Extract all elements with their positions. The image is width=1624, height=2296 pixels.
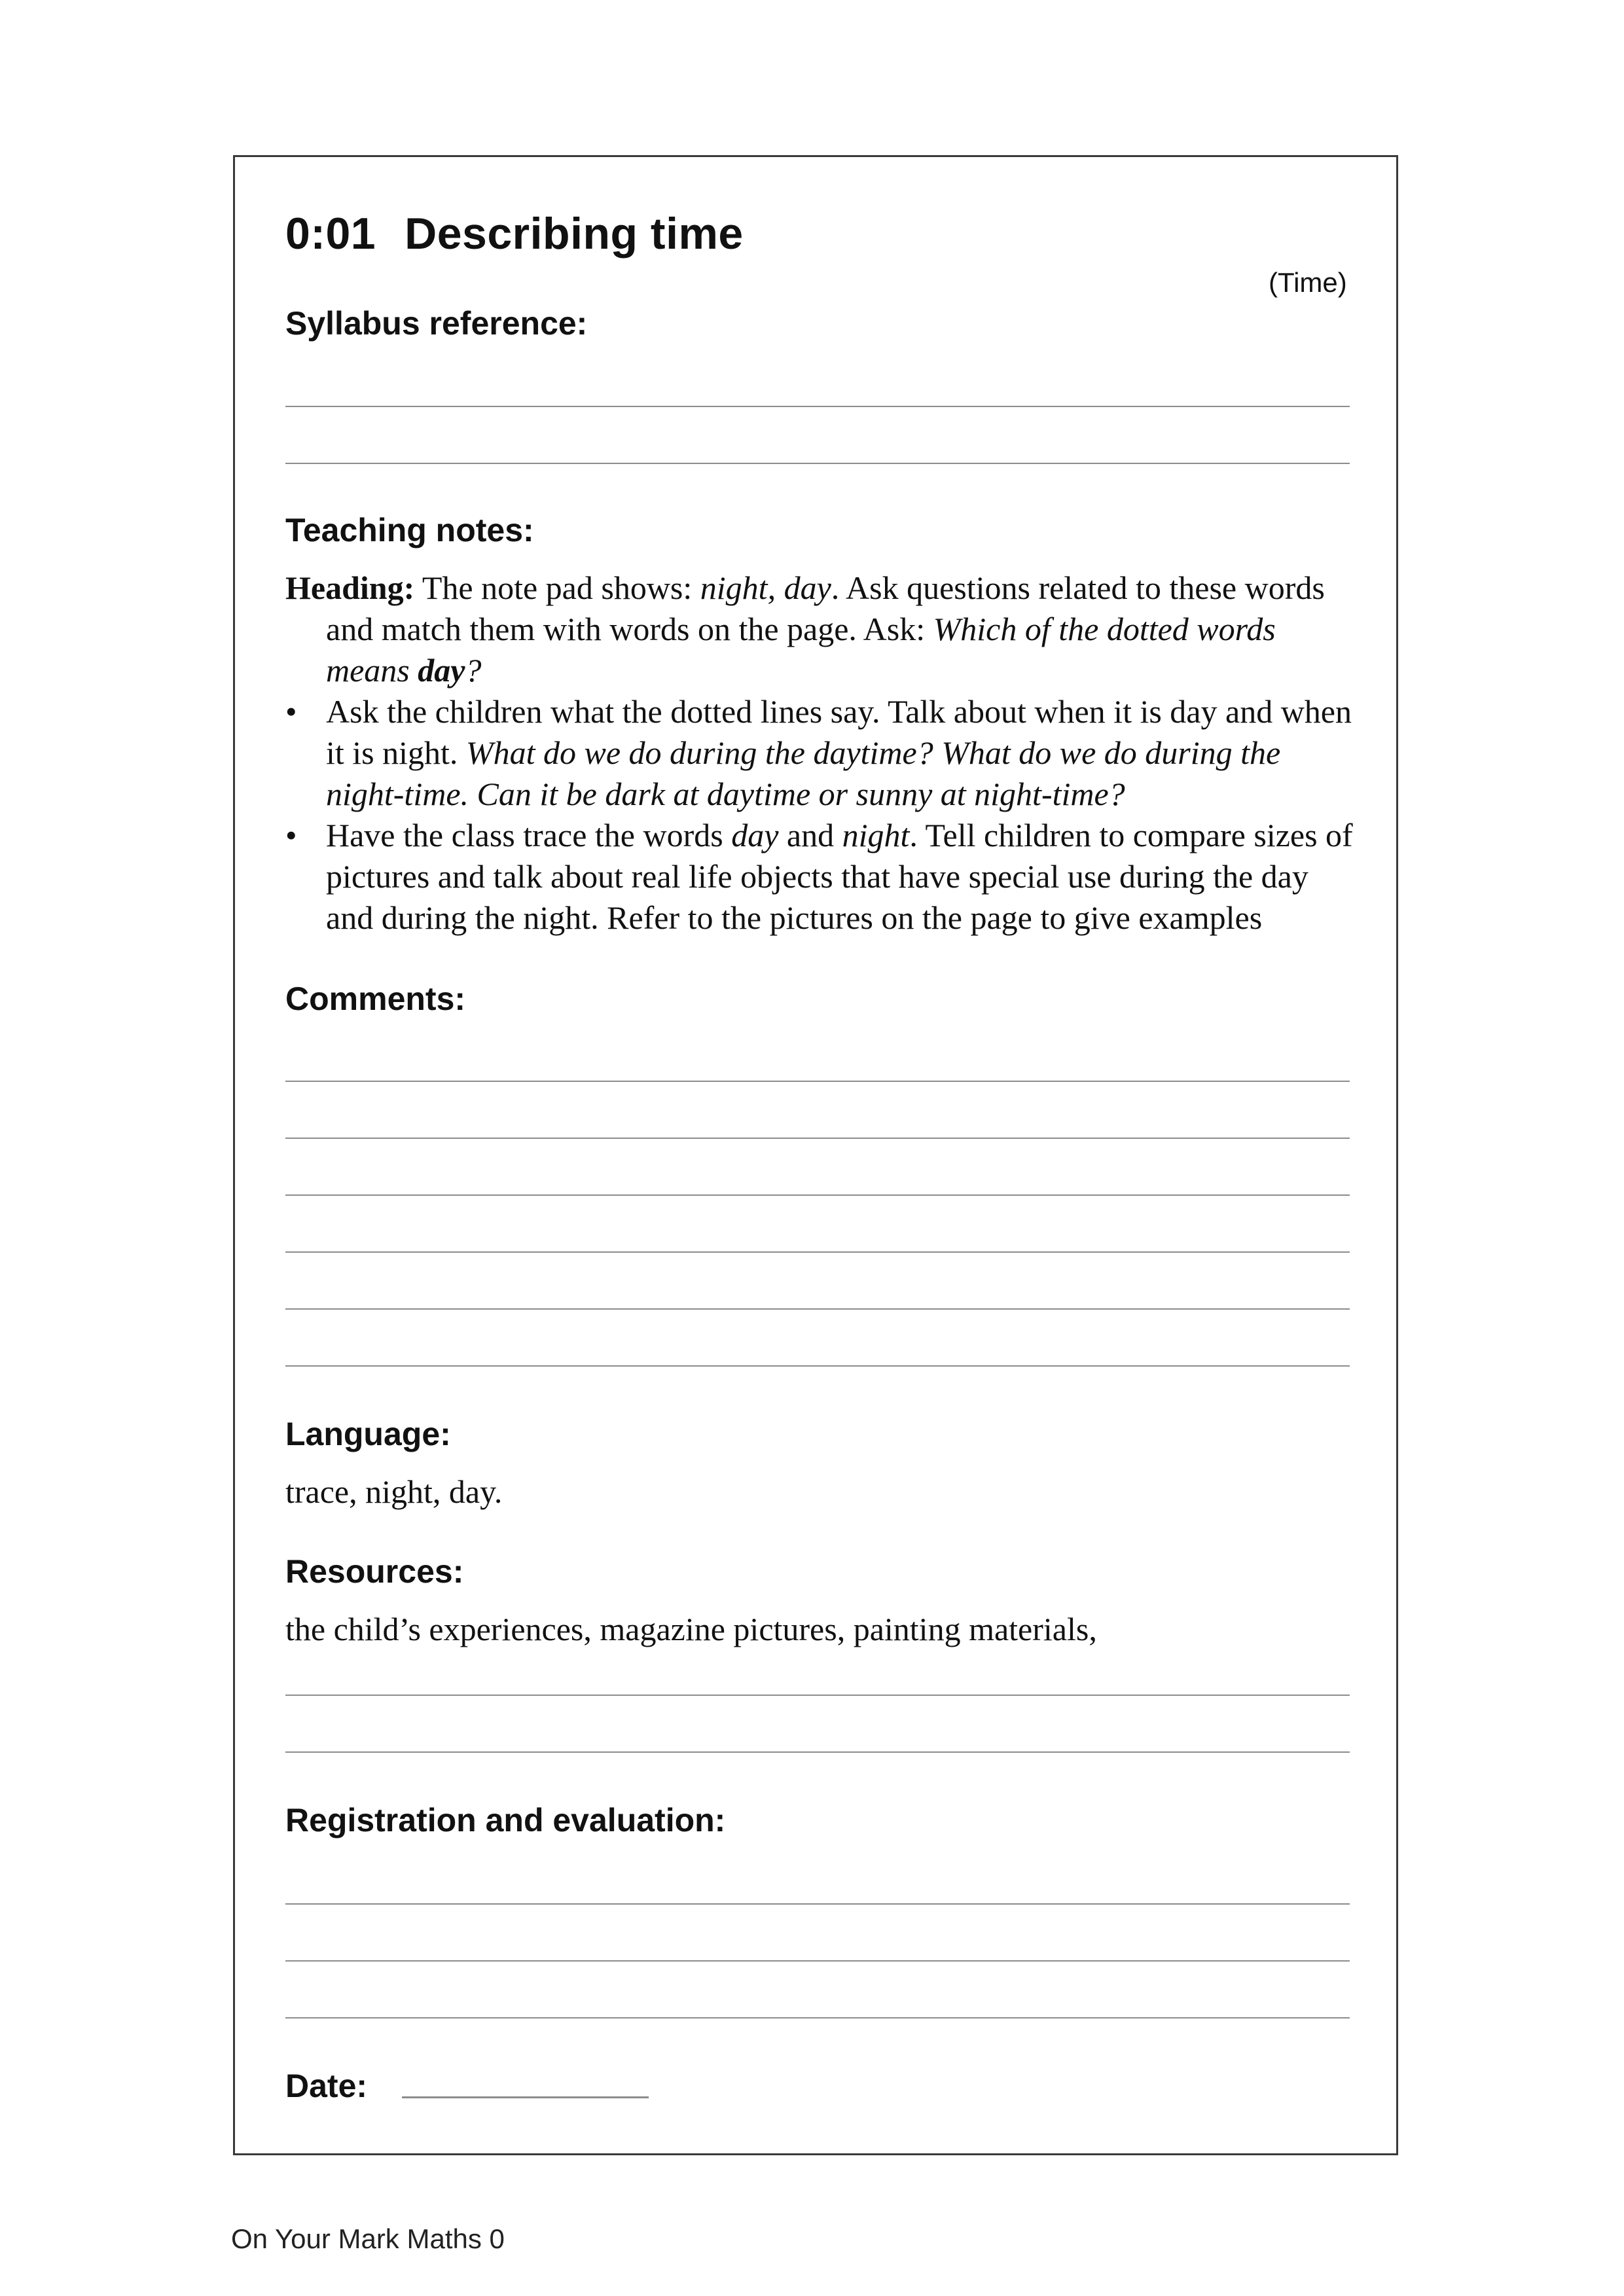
notes-text: and	[778, 817, 842, 853]
notes-italic: ?	[465, 652, 482, 689]
notes-italic: What do we do during the daytime? What do we do during the night-time. Can it be dark at daytime or sunny at night-time?	[326, 734, 1281, 812]
comments-line-4[interactable]	[285, 1251, 1350, 1253]
teaching-notes-heading: Teaching notes:	[285, 512, 534, 548]
bullet-icon: •	[285, 693, 297, 730]
notes-italic: Which of the dotted words means	[326, 611, 1276, 689]
resources-text: the child’s experiences, magazine pictures, painting materials,	[285, 1611, 1097, 1647]
lesson-number: 0:01	[285, 209, 376, 259]
resources-heading: Resources:	[285, 1553, 464, 1590]
notes-heading-paragraph	[285, 567, 1359, 691]
notes-bullet-list	[285, 691, 1359, 939]
resources-line-1[interactable]	[285, 1695, 1350, 1696]
notes-italic: night, day	[700, 569, 831, 606]
worksheet-frame	[233, 155, 1398, 2155]
notes-bullet-2	[285, 815, 1359, 939]
language-text: trace, night, day.	[285, 1473, 503, 1510]
syllabus-line-1[interactable]	[285, 406, 1350, 407]
comments-line-6[interactable]	[285, 1365, 1350, 1367]
comments-line-1[interactable]	[285, 1081, 1350, 1082]
registration-line-2[interactable]	[285, 1960, 1350, 1962]
notes-text: Have the class trace the words	[326, 817, 732, 853]
teaching-notes-body	[285, 567, 1359, 939]
comments-line-2[interactable]	[285, 1138, 1350, 1139]
footer-text: On Your Mark Maths 0	[231, 2223, 505, 2254]
notes-text: . Tell children to compare sizes of pictures and talk about real life objects that have special use during the day and during the night. Refer to the pictures on the page to give examples	[326, 817, 1353, 936]
syllabus-heading: Syllabus reference:	[285, 305, 588, 342]
notes-bullet-1	[285, 691, 1359, 815]
registration-line-3[interactable]	[285, 2017, 1350, 2018]
date-field[interactable]	[402, 2096, 649, 2098]
resources-line-2[interactable]	[285, 1751, 1350, 1753]
comments-line-3[interactable]	[285, 1194, 1350, 1196]
syllabus-line-2[interactable]	[285, 463, 1350, 464]
comments-line-5[interactable]	[285, 1308, 1350, 1310]
lesson-title-text: Describing time	[405, 209, 744, 259]
notes-italic: day	[731, 817, 779, 853]
lesson-title	[285, 208, 744, 259]
strand-label: (Time)	[1269, 267, 1347, 298]
registration-line-1[interactable]	[285, 1903, 1350, 1905]
notes-italic: night	[842, 817, 910, 853]
notes-text: . Ask questions related to these words and match them with words on the page. Ask:	[326, 569, 1325, 647]
date-label: Date:	[285, 2068, 368, 2104]
notes-text: Ask the children what the dotted lines say. Talk about when it is day and when it is night.	[326, 693, 1352, 771]
notes-bold-italic: day	[418, 652, 465, 689]
registration-heading: Registration and evaluation:	[285, 1802, 726, 1839]
notes-text: The note pad shows:	[414, 569, 700, 606]
bullet-icon: •	[285, 817, 297, 853]
notes-heading-lead: Heading:	[285, 569, 415, 606]
comments-heading: Comments:	[285, 980, 466, 1017]
language-heading: Language:	[285, 1416, 451, 1452]
